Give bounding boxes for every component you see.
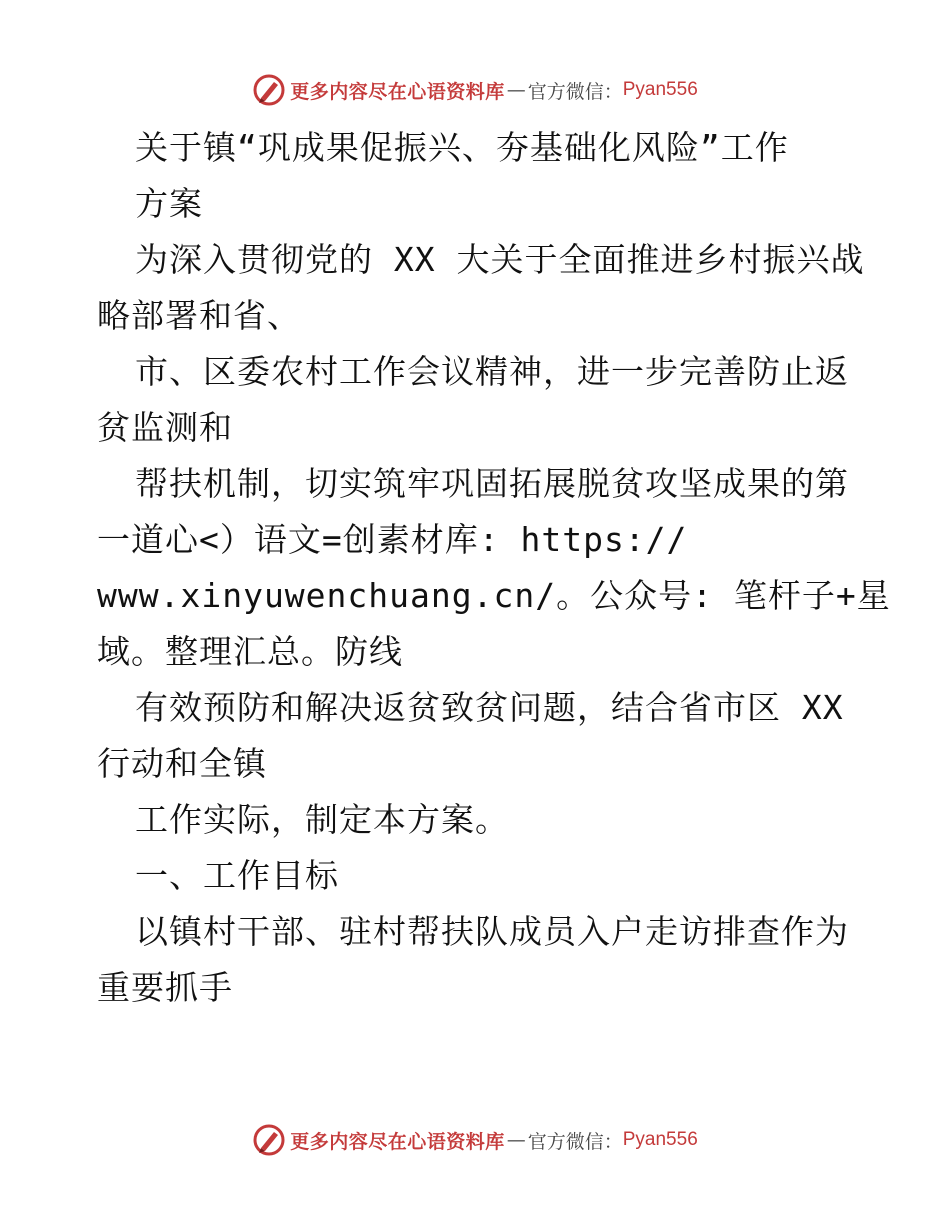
doc-paragraph-line: 为深入贯彻党的 XX 大关于全面推进乡村振兴战 [135, 240, 865, 279]
banner-wechat-id: Pyan556 [622, 1129, 698, 1150]
doc-paragraph-line: 市、区委农村工作会议精神，进一步完善防止返 [135, 352, 849, 391]
banner-text: 更多内容尽在心语资料库 [290, 80, 505, 103]
banner-wechat-label: 官方微信： [527, 1130, 623, 1153]
pen-logo-icon [252, 73, 286, 107]
doc-paragraph-line: www.xinyuwenchuang.cn/。公众号: 笔杆子+星 [97, 576, 891, 615]
doc-paragraph-line: 有效预防和解决返贫致贫问题，结合省市区 XX [135, 688, 844, 727]
document-body [97, 120, 891, 1016]
doc-paragraph-line: 略部署和省、 [97, 296, 301, 335]
banner-text: 更多内容尽在心语资料库 [290, 1130, 505, 1153]
doc-paragraph-line: 以镇村干部、驻村帮扶队成员入户走访排查作为 [135, 912, 849, 951]
banner-dash: — [506, 1129, 526, 1151]
pen-logo-icon [252, 1123, 286, 1157]
doc-paragraph-line: 一道心<）语文=创素材库: https:// [97, 520, 688, 559]
doc-section-heading: 一、工作目标 [135, 856, 339, 895]
banner-wechat-label: 官方微信： [527, 80, 623, 103]
doc-paragraph-line: 域。整理汇总。防线 [97, 632, 403, 671]
doc-paragraph-line: 重要抓手 [97, 968, 233, 1007]
doc-title-line-1: 关于镇“巩成果促振兴、夯基础化风险”工作 [135, 128, 789, 167]
banner-dash: — [506, 79, 526, 101]
doc-paragraph-line: 工作实际，制定本方案。 [135, 800, 509, 839]
doc-paragraph-line: 贫监测和 [97, 408, 233, 447]
banner-wechat-id: Pyan556 [622, 79, 698, 100]
doc-title-line-2: 方案 [135, 184, 203, 223]
footer-banner [0, 1120, 950, 1160]
header-banner [0, 70, 950, 110]
doc-paragraph-line: 帮扶机制，切实筑牢巩固拓展脱贫攻坚成果的第 [135, 464, 849, 503]
doc-paragraph-line: 行动和全镇 [97, 744, 267, 783]
